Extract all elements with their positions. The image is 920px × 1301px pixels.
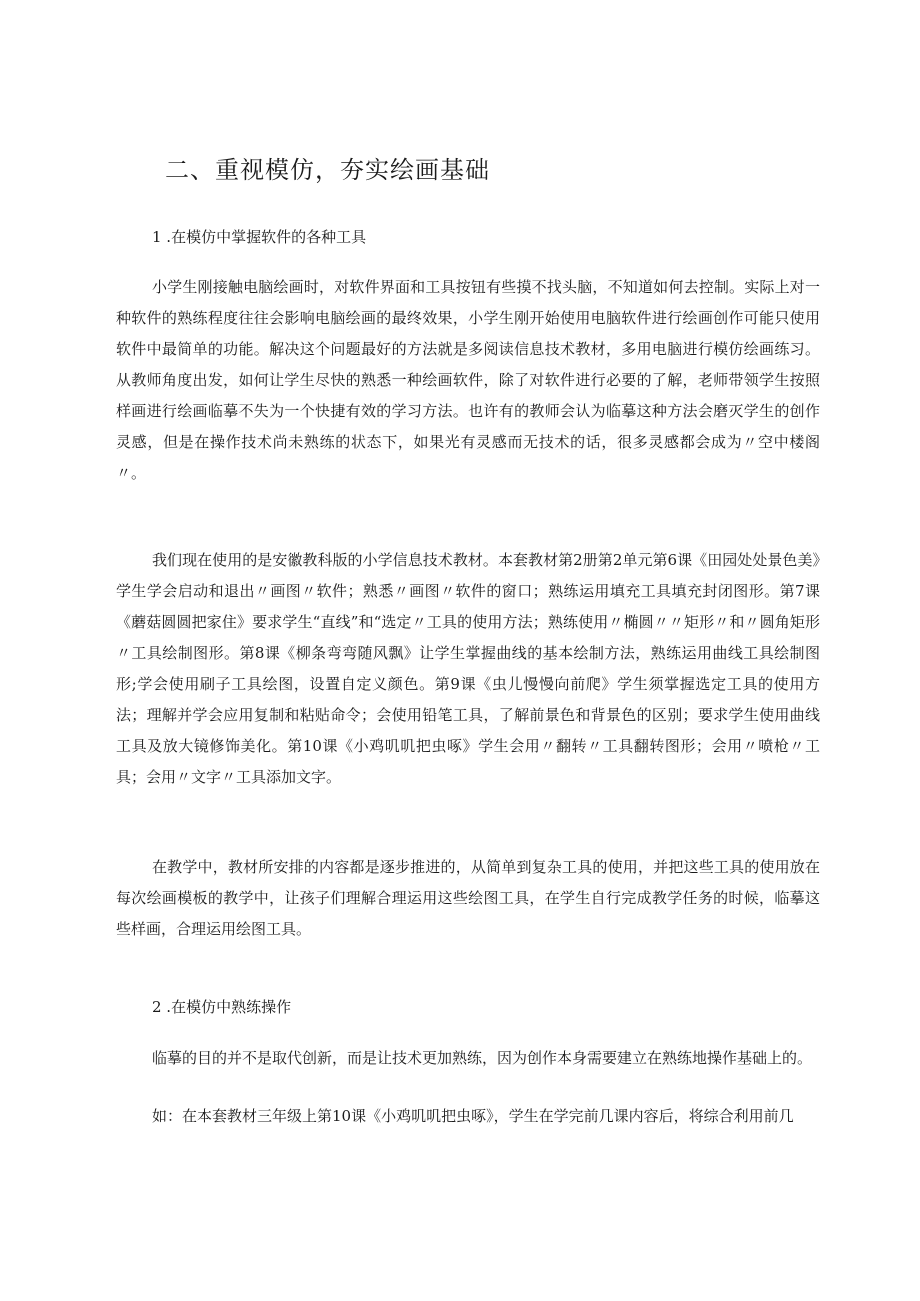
subsection-2-paragraph-1: 临摹的目的并不是取代创新，而是让技术更加熟练，因为创作本身需要建立在熟练地操作基础上的。	[152, 1049, 813, 1067]
section-heading: 二、重视模仿，夯实绘画基础	[165, 156, 490, 184]
subsection-2-title: 2 .在模仿中熟练操作	[152, 998, 292, 1016]
subsection-2-paragraph-2: 如：在本套教材三年级上第10课《小鸡叽叽把虫啄》，学生在学完前几课内容后，将综合利用前几	[152, 1107, 794, 1125]
subsection-1-paragraph-3: 在教学中，教材所安排的内容都是逐步推进的，从简单到复杂工具的使用，并把这些工具的使用放在每次绘画模板的教学中，让孩子们理解合理运用这些绘图工具，在学生自行完成教学任务的时候，临摹这些样画，合理运用绘图工具。	[116, 858, 820, 938]
subsection-1-title: 1 .在模仿中掌握软件的各种工具	[152, 228, 367, 246]
subsection-1-paragraph-1: 小学生刚接触电脑绘画时，对软件界面和工具按钮有些摸不找头脑，不知道如何去控制。实际上对一种软件的熟练程度往往会影响电脑绘画的最终效果，小学生刚开始使用电脑软件进行绘画创作可能只使用软件中最简单的功能。解决这个问题最好的方法就是多阅读信息技术教材，多用电脑进行模仿绘画练习。从教师角度出发，如何让学生尽快的熟悉一种绘画软件，除了对软件进行必要的了解，老师带领学生按照样画进行绘画临摹不失为一个快捷有效的学习方法。也许有的教师会认为临摹这种方法会磨灭学生的创作灵感，但是在操作技术尚未熟练的状态下，如果光有灵感而无技术的话，很多灵感都会成为〃空中楼阁〃。	[116, 278, 820, 482]
subsection-1-paragraph-2: 我们现在使用的是安徽教科版的小学信息技术教材。本套教材第2册第2单元第6课《田园处处景色美》学生学会启动和退出〃画图〃软件；熟悉〃画图〃软件的窗口；熟练运用填充工具填充封闭图形。第7课《蘑菇圆圆把家住》要求学生“直线”和“选定〃工具的使用方法；熟练使用〃椭圆〃〃矩形〃和〃圆角矩形〃工具绘制图形。第8课《柳条弯弯随风飘》让学生掌握曲线的基本绘制方法，熟练运用曲线工具绘制图形;学会使用刷子工具绘图，设置自定义颜色。第9课《虫儿慢慢向前爬》学生须掌握选定工具的使用方法；理解并学会应用复制和粘贴命令；会使用铅笔工具，了解前景色和背景色的区别；要求学生使用曲线工具及放大镜修饰美化。第10课《小鸡叽叽把虫啄》学生会用〃翻转〃工具翻转图形；会用〃喷枪〃工具；会用〃文字〃工具添加文字。	[116, 551, 820, 786]
